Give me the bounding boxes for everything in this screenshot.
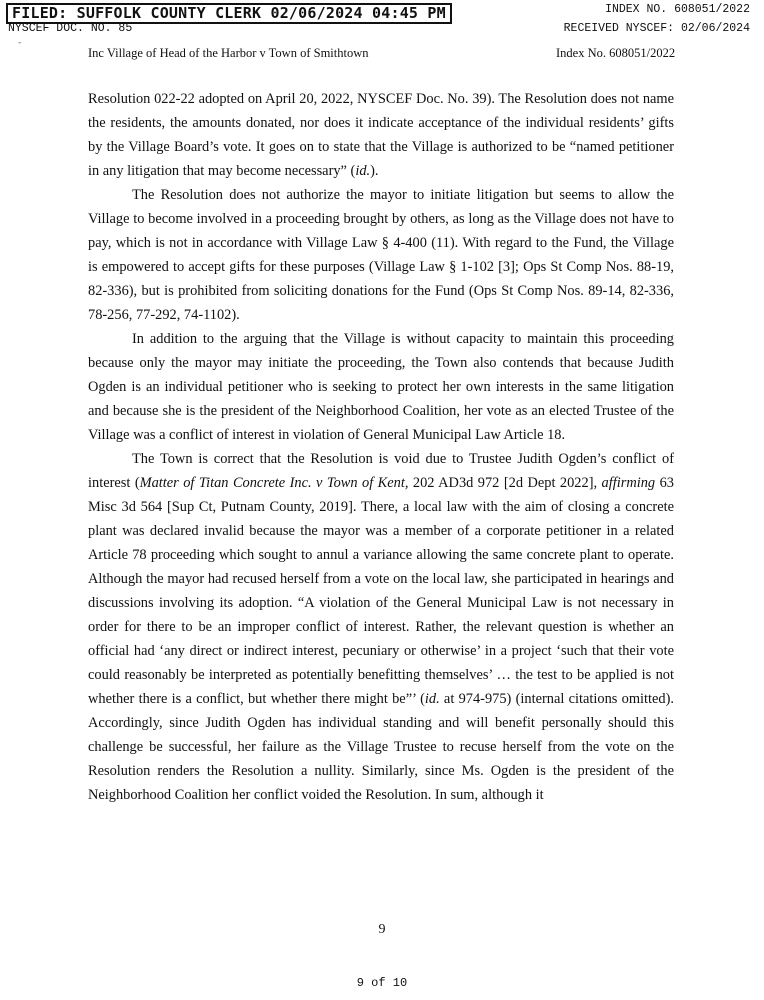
scan-mark: - bbox=[18, 38, 22, 48]
affirming-label: affirming bbox=[601, 475, 656, 491]
paragraph-3: In addition to the arguing that the Village is without capacity to maintain this proceeding because only the mayor may initiate the proceeding, the Town also contends that because Judith Ogden is an individual petitioner who is seeking to protect her own interests in the same litigation and because she is the president of the Neighborhood Coalition, her vote as an elected Trustee of the Village was a conflict of interest in violation of General Municipal Law Article 18. bbox=[88, 331, 674, 443]
page-of-total: 9 of 10 bbox=[356, 976, 408, 990]
running-head-caption: Inc Village of Head of the Harbor v Town of Smithtown bbox=[88, 46, 369, 60]
citation-id: id. bbox=[424, 691, 440, 707]
paragraph-2: The Resolution does not authorize the mayor to initiate litigation but seems to allow the Village to become involved in a proceeding brought by others, as long as the Village does not have to pay, which is not in accordance with Village Law § 4-400 (11). With regard to the Fund, the Village is empowered to accept gifts for these purposes (Village Law § 1-102 [3]; Ops St Comp Nos. 88-19, 82-336), but is prohibited from soliciting donations for the Fund (Ops St Comp Nos. 89-14, 82-336, 78-256, 77-292, 74-1102). bbox=[88, 187, 674, 323]
document-body bbox=[88, 87, 674, 807]
received-date: RECEIVED NYSCEF: 02/06/2024 bbox=[563, 22, 750, 35]
case-citation: Matter of Titan Concrete Inc. v Town of Kent, bbox=[139, 475, 409, 491]
running-head-index: Index No. 608051/2022 bbox=[556, 46, 676, 60]
nyscef-doc-number: NYSCEF DOC. NO. 85 bbox=[8, 22, 133, 35]
filed-stamp: FILED: SUFFOLK COUNTY CLERK 02/06/2024 04:45 PM bbox=[6, 3, 452, 24]
index-number-top: INDEX NO. 608051/2022 bbox=[605, 3, 750, 16]
page-number: 9 bbox=[378, 922, 386, 937]
paragraph-1: Resolution 022-22 adopted on April 20, 2022, NYSCEF Doc. No. 39). The Resolution does not name the residents, the amounts donated, nor does it indicate acceptance of the individual residents’ gifts by the Village Board’s vote. It goes on to state that the Village is authorized to be “named petitioner in any litigation that may become necessary” (id.). bbox=[88, 91, 674, 179]
paragraph-4: The Town is correct that the Resolution is void due to Trustee Judith Ogden’s conflict of interest (Matter of Titan Concrete Inc. v Town of Kent, 202 AD3d 972 [2d Dept 2022], affirming 63 Misc 3d 564 [Sup Ct, Putnam County, 2019]. There, a local law with the aim of closing a concrete plant was declared invalid because the mayor was a member of a corporate petitioner in a related Article 78 proceeding which sought to annul a variance allowing the same concrete plant to operate. Although the mayor had recused herself from a vote on the local law, she participated in hearings and discussions involving its adoption. “A violation of the General Municipal Law is not necessary in order for there to be an improper conflict of interest. Rather, the relevant question is whether an official had ‘any direct or indirect interest, pecuniary or otherwise’ in a project ‘such that their vote could reasonably be interpreted as potentially benefitting themselves’ … the test to be applied is not whether there is a conflict, but whether there might be”’ (id. at 974-975) (internal citations omitted). Accordingly, since Judith Ogden has individual standing and will benefit personally should this challenge be successful, her failure as the Village Trustee to recuse herself from the vote on the Resolution renders the Resolution a nullity. Similarly, since Ms. Ogden is the president of the Neighborhood Coalition her conflict voided the Resolution. In sum, although it bbox=[88, 451, 674, 803]
citation-id: id. bbox=[355, 163, 371, 179]
